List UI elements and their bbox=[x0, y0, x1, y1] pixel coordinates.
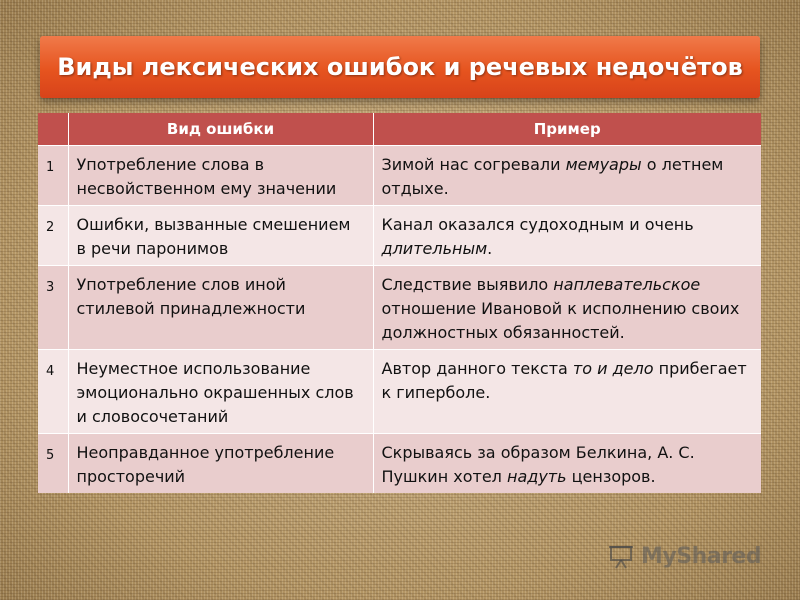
row-number: 3 bbox=[38, 266, 68, 350]
row-number: 1 bbox=[38, 146, 68, 206]
example-text: прибегает к гиперболе. bbox=[381, 359, 747, 402]
table-row bbox=[38, 266, 761, 350]
example-highlight: длительным bbox=[381, 239, 488, 258]
watermark bbox=[607, 540, 761, 572]
table-row bbox=[38, 434, 761, 494]
errors-table bbox=[38, 113, 761, 493]
example-text: Скрываясь за образом Белкина, А. С. Пушкин хотел bbox=[381, 443, 695, 486]
example-text: Канал оказался судоходным и очень bbox=[381, 215, 694, 234]
row-number: 5 bbox=[38, 434, 68, 494]
row-number: 2 bbox=[38, 206, 68, 266]
row-number: 4 bbox=[38, 350, 68, 434]
example-text: Следствие выявило bbox=[381, 275, 554, 294]
watermark-text: MyShared bbox=[641, 543, 762, 569]
page-title: Виды лексических ошибок и речевых недочётов bbox=[57, 53, 743, 81]
header-example: Пример bbox=[373, 113, 761, 146]
table-row bbox=[38, 350, 761, 434]
presentation-screen-icon bbox=[607, 541, 637, 571]
example-text: Зимой нас согревали bbox=[381, 155, 566, 174]
example-text: о летнем отдыхе. bbox=[381, 155, 724, 198]
example-cell bbox=[373, 206, 761, 266]
example-text: отношение Ивановой к исполнению своих должностных обязанностей. bbox=[381, 299, 740, 342]
example-cell bbox=[373, 266, 761, 350]
title-banner bbox=[40, 36, 760, 98]
error-type-cell: Употребление слова в несвойственном ему значении bbox=[68, 146, 373, 206]
example-highlight: наплевательское bbox=[553, 275, 701, 294]
error-type-cell: Ошибки, вызванные смешением в речи паронимов bbox=[68, 206, 373, 266]
table-body bbox=[38, 146, 761, 494]
table-row bbox=[38, 146, 761, 206]
example-text: Автор данного текста bbox=[381, 359, 573, 378]
error-type-cell: Неуместное использование эмоционально окрашенных слов и словосочетаний bbox=[68, 350, 373, 434]
error-type-cell: Неоправданное употребление просторечий bbox=[68, 434, 373, 494]
header-error-type: Вид ошибки bbox=[68, 113, 373, 146]
example-cell bbox=[373, 146, 761, 206]
example-text: цензоров. bbox=[566, 467, 656, 486]
example-cell bbox=[373, 434, 761, 494]
example-highlight: мемуары bbox=[565, 155, 642, 174]
example-highlight: то и дело bbox=[572, 359, 654, 378]
error-type-cell: Употребление слов иной стилевой принадлежности bbox=[68, 266, 373, 350]
example-highlight: надуть bbox=[506, 467, 567, 486]
table-header-row bbox=[38, 113, 761, 146]
table-row bbox=[38, 206, 761, 266]
example-cell bbox=[373, 350, 761, 434]
example-text: . bbox=[487, 239, 493, 258]
header-num bbox=[38, 113, 68, 146]
